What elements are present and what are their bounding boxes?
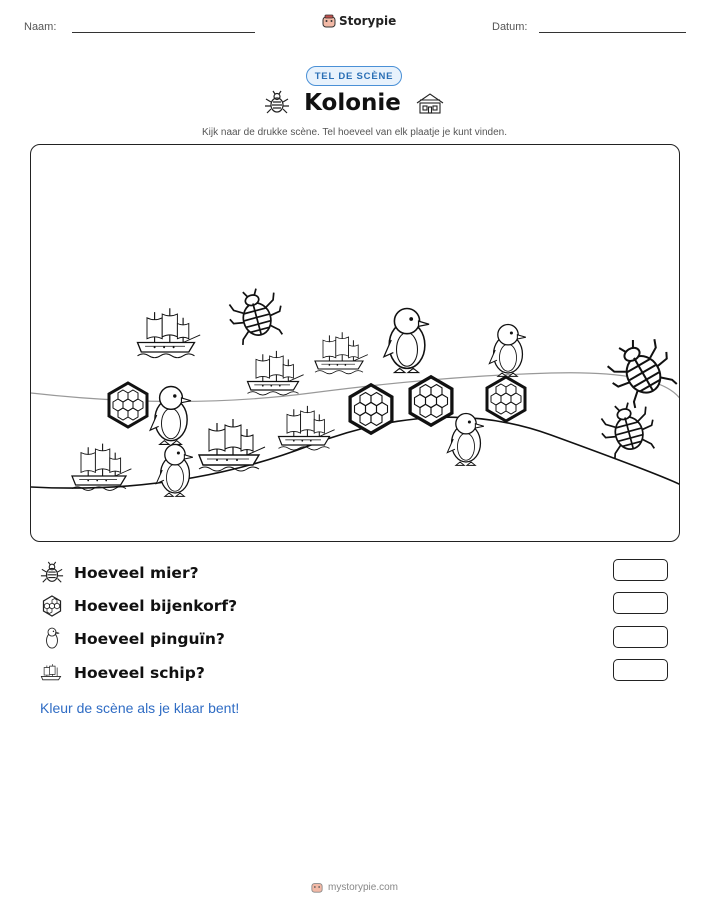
ant-icon [596,398,660,461]
title-row [0,90,709,116]
footer [0,881,709,893]
brand-name: Storypie [339,14,397,28]
name-label: Naam: [24,21,57,33]
penguin-icon [150,387,191,445]
penguin-icon [384,309,429,373]
footer-url: mystorypie.com [327,881,398,893]
storypie-logo-icon [311,881,323,893]
storypie-logo-icon [322,14,336,28]
ant-icon [264,90,290,116]
colony-house-icon [415,91,445,115]
question-text: Hoeveel pinguïn? [74,630,225,648]
beehive-icon [410,377,452,425]
answer-box-beehive[interactable] [613,592,668,614]
ship-icon [138,308,201,357]
penguin-icon [447,414,484,466]
page-title: Kolonie [304,90,401,116]
date-line[interactable] [539,32,686,33]
answer-box-penguin[interactable] [613,626,668,648]
penguin-icon [489,325,526,377]
question-text: Hoeveel mier? [74,564,199,582]
beehive-icon [109,383,147,427]
question-text: Hoeveel bijenkorf? [74,597,238,615]
answer-box-ship[interactable] [613,659,668,681]
question-penguin [40,627,225,651]
counting-scene [30,144,680,542]
beehive-icon [487,377,525,421]
beehive-icon [40,594,64,618]
answer-box-ant[interactable] [613,559,668,581]
penguin-icon [156,445,193,497]
name-line[interactable] [72,32,255,33]
date-label: Datum: [492,21,528,33]
ship-icon [72,444,131,491]
ant-icon [599,329,680,412]
ship-icon [279,406,335,450]
ant-icon [40,561,64,585]
ant-icon [224,284,288,347]
activity-badge: TEL DE SCÈNE [306,66,402,86]
ship-icon [40,661,64,685]
penguin-icon [40,627,64,651]
question-text: Hoeveel schip? [74,664,205,682]
coloring-note: Kleur de scène als je klaar bent! [40,700,240,716]
beehive-icon [350,385,392,433]
instructions: Kijk naar de drukke scène. Tel hoeveel van elk plaatje je kunt vinden. [201,127,507,138]
ship-icon [315,332,368,374]
brand-logo [322,14,396,28]
question-ship [40,661,205,685]
ship-icon [248,351,304,395]
question-ant [40,561,199,585]
question-beehive [40,594,237,618]
